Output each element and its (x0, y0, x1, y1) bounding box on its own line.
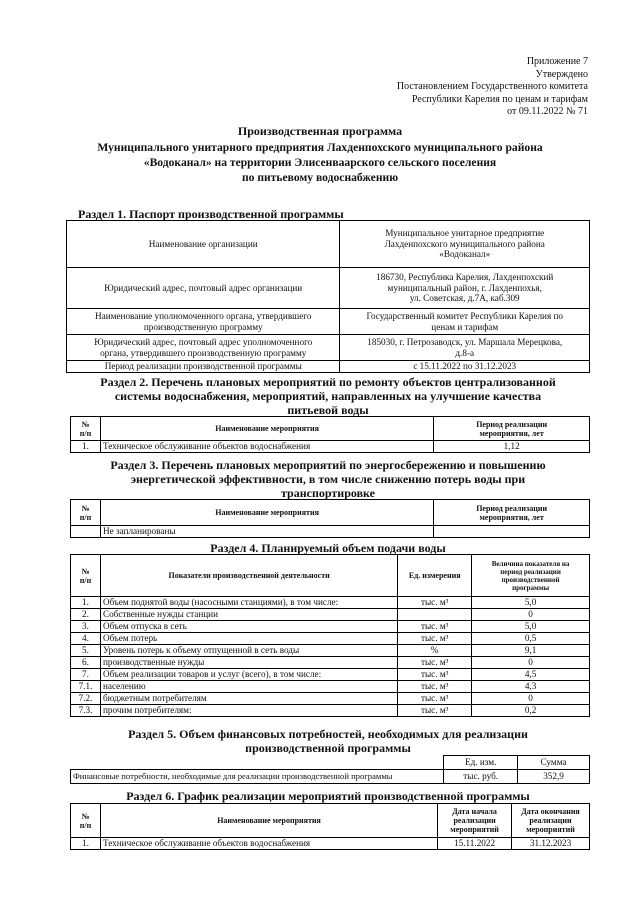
col-start-date (438, 804, 512, 838)
table-row (71, 500, 590, 526)
col-number (71, 804, 101, 838)
schedule-table (70, 803, 590, 850)
authority-label-line-2: производственную программу (143, 321, 263, 332)
section-2-heading-line-3: питьевой воды (287, 403, 369, 417)
org-name-line-2: Лахденпохского муниципального района (384, 238, 545, 249)
row-value: 0,2 (472, 705, 590, 717)
table-row (71, 609, 590, 621)
table-row (71, 526, 590, 538)
section-2-heading-line-2: системы водоснабжения, мероприятий, направленных на улучшение качества (114, 389, 542, 403)
table-row (71, 838, 590, 850)
row-indicator: Объем потерь (100, 633, 397, 645)
col-number-line-2: п/п (79, 512, 92, 522)
row-number: 7.2. (71, 693, 101, 705)
section-3-heading (68, 458, 588, 500)
row-value: 0 (472, 609, 590, 621)
row-indicator: Собственные нужды станции (100, 609, 397, 621)
row-indicator: Уровень потерь к объему отпущенной в сеть воды (100, 645, 397, 657)
row-indicator: населению (100, 681, 397, 693)
row-value: 5,0 (472, 597, 590, 609)
col-start-line-1: Дата начала (452, 807, 497, 816)
table-row (71, 756, 590, 770)
col-indicator: Показатели производственной деятельности (100, 555, 397, 597)
section-3-heading-line-2: энергетической эффективности, в том числе снижению потерь воды при (130, 472, 526, 486)
passport-table (66, 220, 590, 373)
col-period (434, 417, 590, 441)
subtitle-line-2: «Водоканал» на территории Элисенваарского сельского поселения (143, 156, 497, 169)
section-5-heading (68, 727, 588, 755)
row-unit: тыс. м³ (398, 657, 472, 669)
row-value: 0 (472, 693, 590, 705)
row-number: 6. (71, 657, 101, 669)
finance-row-sum: 352,9 (518, 770, 590, 784)
section-3-heading-line-3: транспортировке (281, 486, 375, 500)
repair-measures-table (70, 416, 590, 453)
org-address-line-2: муниципальный район, г. Лахденпохья, (387, 282, 542, 293)
col-period-line-2: мероприятия, лет (479, 512, 544, 522)
section-2-heading-line-1: Раздел 2. Перечень плановых мероприятий по ремонту объектов централизованной (100, 375, 556, 389)
subtitle-line-3: по питьевому водоснабжению (241, 171, 399, 184)
authority-address-line-2: д.8-а (455, 347, 475, 358)
table-row (71, 705, 590, 717)
table-row (71, 804, 590, 838)
table-row (67, 361, 590, 373)
authority-address-label (67, 335, 340, 361)
row-value: 0,5 (472, 633, 590, 645)
table-row (67, 335, 590, 361)
water-supply-rows (71, 597, 590, 717)
period-value: с 15.11.2022 по 31.12.2023 (340, 361, 590, 373)
appendix-label: Приложение 7 (526, 56, 588, 67)
row-measure-name: Техническое обслуживание объектов водоснабжения (100, 441, 433, 453)
authority-value-line-1: Государственный комитет Республики Карелия по (366, 310, 563, 321)
table-row (67, 268, 590, 309)
row-unit: тыс. м³ (398, 693, 472, 705)
finance-row-name: Финансовые потребности, необходимые для реализации производственной программы (71, 770, 444, 784)
col-number-line-2: п/п (79, 820, 92, 830)
col-number-line-1: № (81, 811, 90, 821)
table-row (67, 309, 590, 335)
col-sum: Сумма (518, 756, 590, 770)
table-row (71, 417, 590, 441)
finance-table (70, 755, 590, 784)
section-1-heading: Раздел 1. Паспорт производственной программы (78, 207, 344, 221)
row-period: 1,12 (434, 441, 590, 453)
approval-authority-2: Республики Карелия по ценам и тарифам (411, 93, 588, 105)
col-measure-name: Наименование мероприятия (100, 500, 433, 526)
row-indicator: прочим потребителям: (100, 705, 397, 717)
approval-header (397, 56, 588, 119)
org-address-value (340, 268, 590, 309)
org-name-line-1: Муниципальное унитарное предприятие (385, 228, 545, 239)
row-number: 1. (71, 597, 101, 609)
subtitle-line-1: Муниципального унитарного предприятия Лахденпохского муниципального района (97, 141, 543, 154)
authority-address-label-line-2: органа, утвердившего производственную программу (100, 347, 307, 358)
col-number-line-2: п/п (79, 428, 92, 438)
row-number: 7. (71, 669, 101, 681)
period-label: Период реализации производственной программы (67, 361, 340, 373)
energy-measures-table (70, 499, 590, 538)
table-row (71, 770, 590, 784)
row-value: 4,5 (472, 669, 590, 681)
org-address-line-1: 186730, Республика Карелия, Лахденпохский (376, 272, 554, 283)
section-5-heading-line-2: производственной программы (245, 741, 411, 755)
row-indicator: Объем поднятой воды (насосными станциями), в том числе: (100, 597, 397, 609)
org-address-label: Юридический адрес, почтовый адрес организации (67, 268, 340, 309)
table-row (71, 693, 590, 705)
col-number (71, 417, 101, 441)
row-number: 5. (71, 645, 101, 657)
approval-authority-1: Постановлением Государственного комитета (396, 81, 588, 93)
row-period (434, 526, 590, 538)
finance-header-blank (71, 756, 444, 770)
row-unit: тыс. м³ (398, 705, 472, 717)
org-address-line-3: ул. Советская, д.7А, каб.309 (409, 293, 520, 304)
col-end-line-3: мероприятий (526, 825, 575, 834)
row-unit: тыс. м³ (398, 621, 472, 633)
water-supply-table (70, 554, 590, 717)
row-unit: тыс. м³ (398, 597, 472, 609)
row-unit: тыс. м³ (398, 669, 472, 681)
table-row (71, 669, 590, 681)
org-name-line-3: «Водоканал» (439, 249, 491, 260)
row-value: 0 (472, 657, 590, 669)
authority-address-line-1: 185030, г. Петрозаводск, ул. Маршала Мерецкова, (367, 336, 563, 347)
row-value: 9,1 (472, 645, 590, 657)
table-row (71, 621, 590, 633)
section-4-heading: Раздел 4. Планируемый объем подачи воды (210, 541, 446, 555)
section-3-heading-line-1: Раздел 3. Перечень плановых мероприятий по энергосбережению и повышению (110, 458, 546, 472)
section-5-heading-line-1: Раздел 5. Объем финансовых потребностей, необходимых для реализации (128, 727, 528, 741)
col-period-line-2: мероприятия, лет (479, 428, 544, 438)
row-number: 4. (71, 633, 101, 645)
authority-label (67, 309, 340, 335)
table-row (67, 221, 590, 268)
authority-address-label-line-1: Юридический адрес, почтовый адрес уполномоченного (94, 336, 313, 347)
row-end-date: 31.12.2023 (512, 838, 590, 850)
row-unit: тыс. м³ (398, 681, 472, 693)
approval-date: от 09.11.2022 № 71 (507, 106, 588, 118)
col-value-line-4: программы (512, 583, 550, 592)
col-number-line-1: № (81, 566, 90, 576)
authority-value (340, 309, 590, 335)
document-title: Производственная программа (237, 124, 403, 138)
row-unit: % (398, 645, 472, 657)
table-row (71, 645, 590, 657)
col-value (472, 555, 590, 597)
section-6-heading: Раздел 6. График реализации мероприятий производственной программы (126, 789, 530, 803)
row-number: 7.3. (71, 705, 101, 717)
table-row (71, 555, 590, 597)
row-indicator: Объем отпуска в сеть (100, 621, 397, 633)
row-value: 5,0 (472, 621, 590, 633)
authority-label-line-1: Наименование уполномоченного органа, утвердившего (95, 310, 312, 321)
table-row (71, 441, 590, 453)
row-start-date: 15.11.2022 (438, 838, 512, 850)
col-measure-name: Наименование мероприятия (100, 804, 437, 838)
col-start-line-2: реализации (453, 816, 496, 825)
col-period (434, 500, 590, 526)
table-row (71, 657, 590, 669)
row-measure-name: Техническое обслуживание объектов водоснабжения (100, 838, 437, 850)
table-row (71, 597, 590, 609)
approved-label: Утверждено (535, 68, 588, 80)
row-unit (398, 609, 472, 621)
col-end-date (512, 804, 590, 838)
col-start-line-3: мероприятий (450, 825, 499, 834)
finance-row-unit: тыс. руб. (444, 770, 518, 784)
org-name-value (340, 221, 590, 268)
row-indicator: Объем реализации товаров и услуг (всего), в том числе: (100, 669, 397, 681)
col-number-line-2: п/п (79, 575, 92, 585)
col-number (71, 555, 101, 597)
row-indicator: производственные нужды (100, 657, 397, 669)
authority-address-value (340, 335, 590, 361)
col-number-line-1: № (81, 419, 90, 429)
col-measure-name: Наименование мероприятия (100, 417, 433, 441)
table-row (71, 681, 590, 693)
row-value: 4,3 (472, 681, 590, 693)
col-value-line-1: Величина показателя на (491, 559, 570, 568)
row-number (71, 526, 101, 538)
row-unit: тыс. м³ (398, 633, 472, 645)
col-unit: Ед. измерения (398, 555, 472, 597)
row-number: 1. (71, 441, 101, 453)
col-number-line-1: № (81, 503, 90, 513)
col-value-line-3: производственной (501, 575, 560, 584)
row-number: 7.1. (71, 681, 101, 693)
col-period-line-1: Период реализации (476, 419, 548, 429)
document-subtitle (0, 140, 640, 185)
table-row (71, 633, 590, 645)
col-period-line-1: Период реализации (476, 503, 548, 513)
col-number (71, 500, 101, 526)
col-end-line-2: реализации (529, 816, 572, 825)
org-name-label: Наименование организации (67, 221, 340, 268)
col-value-line-2: период реализации (500, 567, 561, 576)
row-indicator: бюджетным потребителям (100, 693, 397, 705)
row-number: 1. (71, 838, 101, 850)
authority-value-line-2: ценам и тарифам (431, 321, 499, 332)
row-number: 3. (71, 621, 101, 633)
col-end-line-1: Дата окончания (521, 807, 580, 816)
section-2-heading (68, 375, 588, 417)
row-measure-name: Не запланированы (100, 526, 433, 538)
row-number: 2. (71, 609, 101, 621)
col-unit: Ед. изм. (444, 756, 518, 770)
